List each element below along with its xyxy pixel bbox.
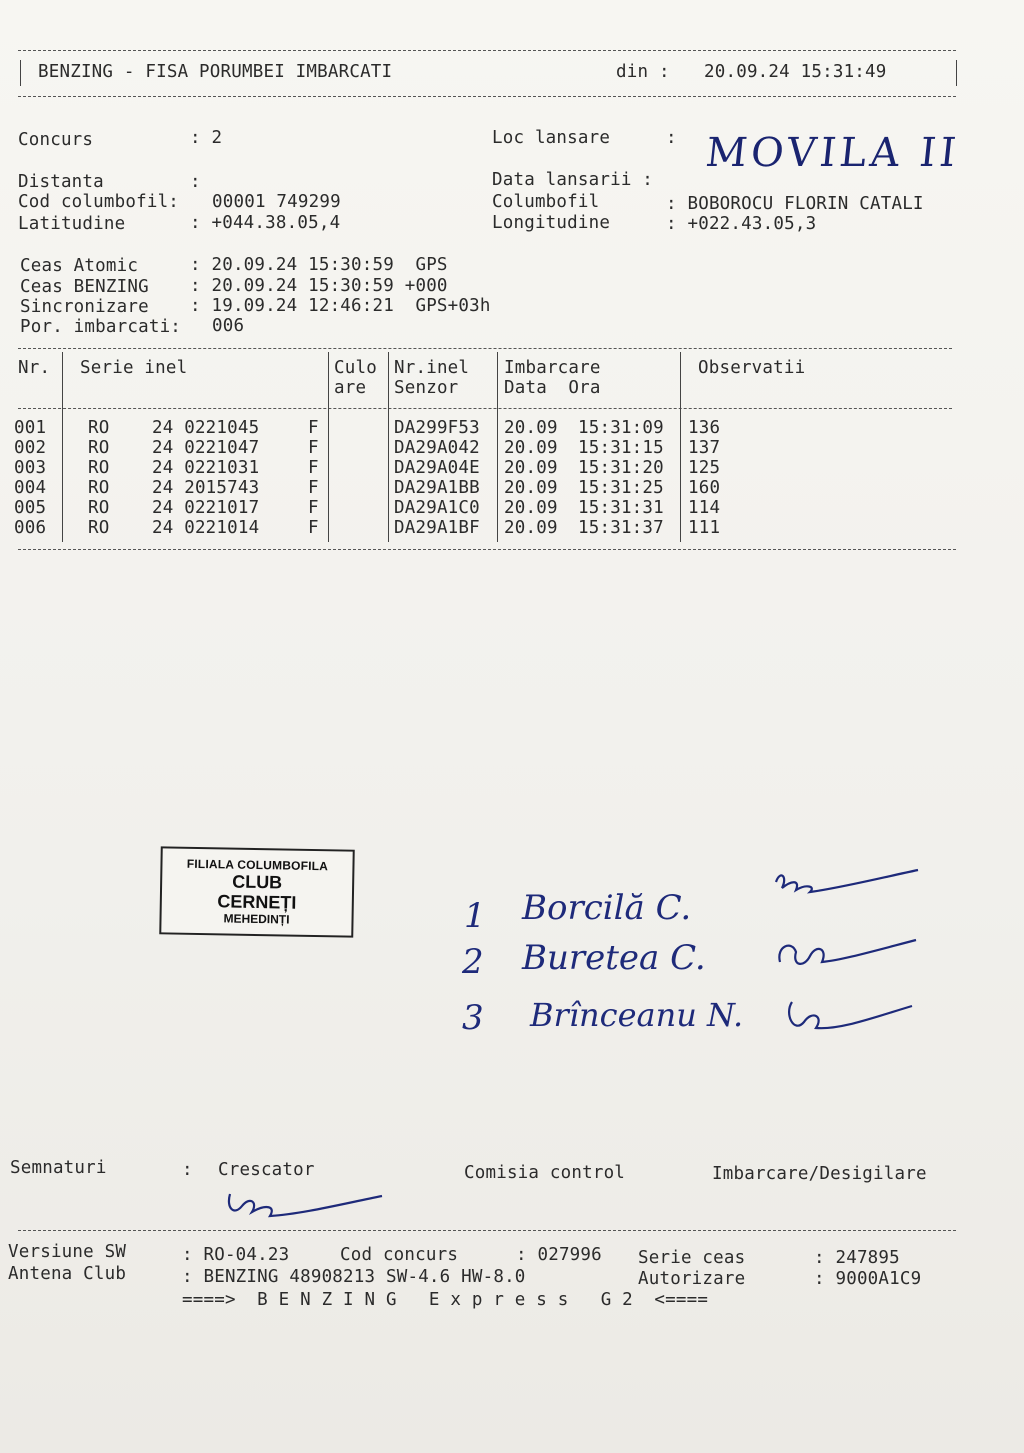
row-ora: 15:31:37 [578,518,664,538]
row-tara: RO [88,498,110,518]
row-tara: RO [88,478,110,498]
autorizare-label: Autorizare [638,1269,746,1289]
row-data: 20.09 [504,498,558,518]
col-header-culoare-1: Culo [334,358,377,378]
row-tara: RO [88,418,110,438]
cod-concurs-value: : 027996 [516,1245,602,1265]
distanta-value: : [190,172,201,192]
committee-signature-1 [770,862,930,912]
row-senzor: DA29A1C0 [394,498,480,518]
latitudine-value: : +044.38.05,4 [190,213,341,233]
col-header-nrinel-1: Nr.inel [394,358,470,378]
header-title: BENZING - FISA PORUMBEI IMBARCATI [38,62,393,82]
serie-ceas-value: : 247895 [814,1248,900,1268]
imbarcare-desigilare-label: Imbarcare/Desigilare [712,1164,927,1184]
row-sex: F [308,458,319,478]
versiune-value: : RO-04.23 [182,1245,290,1265]
stamp-line-3: CERNEȚI [217,891,297,913]
table-header-divider [18,408,952,409]
header-din-label: din : [616,62,670,82]
concurs-value: : 2 [190,128,223,148]
col-sep-3 [388,352,389,542]
loc-lansare-handwritten: MOVILA II [703,130,962,176]
row-senzor: DA29A1BB [394,478,480,498]
row-senzor: DA29A1BF [394,518,480,538]
sincronizare-value: : 19.09.24 12:46:21 GPS+03h [190,296,491,316]
row-data: 20.09 [504,418,558,438]
row-sex: F [308,438,319,458]
cod-concurs-label: Cod concurs [340,1245,459,1265]
header-datetime: 20.09.24 15:31:49 [704,62,887,82]
concurs-label: Concurs [18,130,94,150]
longitudine-value: : +022.43.05,3 [666,214,817,234]
row-serie: 24 0221031 [152,458,260,478]
row-data: 20.09 [504,478,558,498]
col-header-imbarcare-1: Imbarcare [504,358,601,378]
committee-signature-3 [776,994,926,1044]
col-sep-1 [62,352,63,542]
versiune-label: Versiune SW [8,1242,127,1262]
committee-num: 3 [462,998,484,1038]
committee-name: Brînceanu N. [530,996,744,1034]
ceas-atomic-value: : 20.09.24 15:30:59 GPS [190,255,448,275]
committee-num: 2 [462,942,484,982]
col-header-nrinel-2: Senzor [394,378,459,398]
row-nr: 005 [14,498,47,518]
row-sex: F [308,478,319,498]
antena-label: Antena Club [8,1264,127,1284]
row-ora: 15:31:15 [578,438,664,458]
row-serie: 24 2015743 [152,478,260,498]
data-lansarii-label: Data lansarii : [492,170,654,190]
row-data: 20.09 [504,518,558,538]
col-sep-2 [328,352,329,542]
latitudine-label: Latitudine [18,214,126,234]
longitudine-label: Longitudine [492,213,611,233]
cod-columbofil-value: 00001 749299 [212,192,341,212]
row-obs: 160 [688,478,721,498]
comisia-label: Comisia control [464,1163,626,1183]
row-data: 20.09 [504,458,558,478]
col-header-observatii: Observatii [698,358,806,378]
row-sex: F [308,418,319,438]
row-nr: 001 [14,418,47,438]
por-imbarcati-value: 006 [212,316,245,336]
row-serie: 24 0221047 [152,438,260,458]
ceas-benzing-label: Ceas BENZING [20,277,149,297]
header-top-border [18,50,956,51]
serie-ceas-label: Serie ceas [638,1248,746,1268]
stamp-line-4: MEHEDINȚI [223,911,290,927]
col-header-culoare-2: are [334,378,367,398]
cod-columbofil-label: Cod columbofil: [18,192,180,212]
row-tara: RO [88,518,110,538]
row-tara: RO [88,458,110,478]
row-serie: 24 0221045 [152,418,260,438]
row-senzor: DA29A04E [394,458,480,478]
header-right-border [956,60,957,86]
autorizare-value: : 9000A1C9 [814,1269,922,1289]
row-obs: 114 [688,498,721,518]
stamp-line-2: CLUB [232,871,283,893]
committee-name: Borcilă C. [522,888,692,928]
row-obs: 136 [688,418,721,438]
row-ora: 15:31:20 [578,458,664,478]
row-senzor: DA29A042 [394,438,480,458]
row-sex: F [308,498,319,518]
columbofil-label: Columbofil [492,192,600,212]
crescator-signature [222,1184,392,1228]
row-ora: 15:31:25 [578,478,664,498]
table-top-border [18,348,952,349]
por-imbarcati-label: Por. imbarcati: [20,317,182,337]
committee-name: Buretea C. [522,938,706,978]
row-ora: 15:31:09 [578,418,664,438]
col-sep-5 [680,352,681,542]
row-sex: F [308,518,319,538]
row-ora: 15:31:31 [578,498,664,518]
header-bottom-border [18,96,956,97]
row-obs: 125 [688,458,721,478]
semnaturi-label: Semnaturi [10,1158,107,1178]
crescator-label: Crescator [218,1160,315,1180]
committee-signature-2 [770,932,930,982]
antena-value: : BENZING 48908213 SW-4.6 HW-8.0 [182,1267,526,1287]
header-left-border [20,60,21,86]
club-stamp [159,846,355,937]
committee-num: 1 [464,896,486,936]
row-serie: 24 0221017 [152,498,260,518]
col-sep-4 [497,352,498,542]
row-nr: 006 [14,518,47,538]
loc-lansare-colon: : [666,128,677,148]
row-data: 20.09 [504,438,558,458]
semnaturi-colon: : [182,1160,193,1180]
loc-lansare-label: Loc lansare [492,128,611,148]
stamp-line-1: FILIALA COLUMBOFILA [186,856,329,874]
row-nr: 002 [14,438,47,458]
row-nr: 003 [14,458,47,478]
table-bottom-border [18,549,956,550]
row-nr: 004 [14,478,47,498]
sincronizare-label: Sincronizare [20,297,149,317]
col-header-imbarcare-2: Data Ora [504,378,601,398]
columbofil-value: : BOBOROCU FLORIN CATALI [666,194,924,214]
col-header-nr: Nr. [18,358,51,378]
row-obs: 111 [688,518,721,538]
distanta-label: Distanta [18,172,104,192]
row-tara: RO [88,438,110,458]
footer-divider [18,1230,956,1231]
row-obs: 137 [688,438,721,458]
ceas-atomic-label: Ceas Atomic [20,256,139,276]
row-serie: 24 0221014 [152,518,260,538]
col-header-serie: Serie inel [80,358,188,378]
benzing-banner: ====> B E N Z I N G E x p r e s s G 2 <==== [182,1290,709,1310]
row-senzor: DA299F53 [394,418,480,438]
ceas-benzing-value: : 20.09.24 15:30:59 +000 [190,276,448,296]
